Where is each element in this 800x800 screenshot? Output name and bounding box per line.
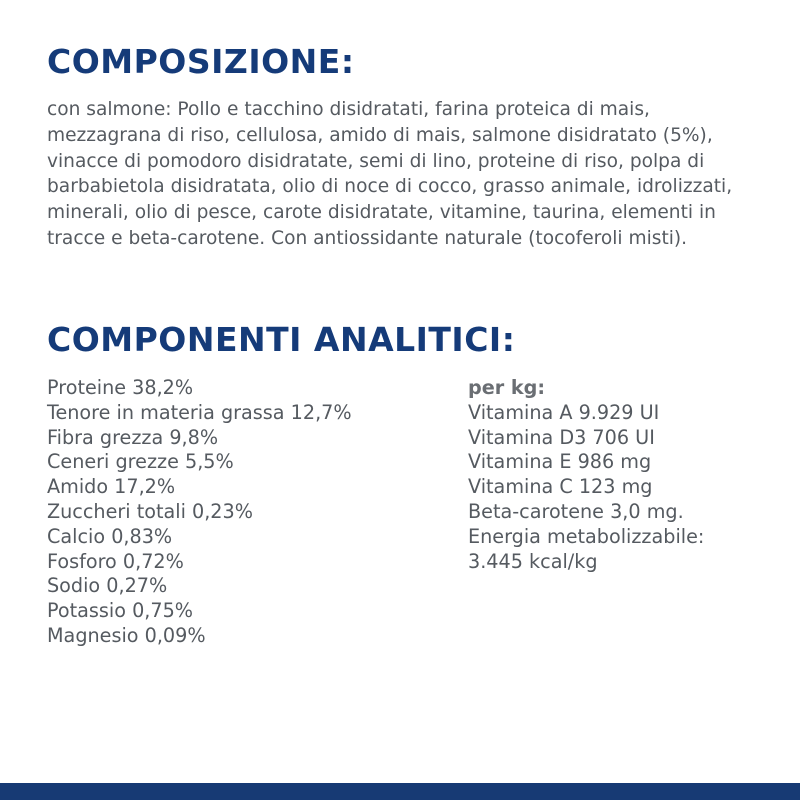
per-kg-item: 3.445 kcal/kg bbox=[468, 549, 598, 573]
analytical-item: Ceneri grezze 5,5% bbox=[47, 450, 234, 474]
analytical-components-heading: COMPONENTI ANALITICI: bbox=[47, 320, 516, 359]
analytical-item: Sodio 0,27% bbox=[47, 574, 168, 598]
analytical-list bbox=[47, 376, 352, 649]
bottom-bar bbox=[0, 783, 800, 800]
per-kg-heading: per kg: bbox=[468, 376, 546, 399]
analytical-item: Fibra grezza 9,8% bbox=[47, 425, 219, 449]
composition-text: con salmone: Pollo e tacchino disidratati, farina proteica di mais, mezzagrana di riso, cellulosa, amido di mais, salmone disidratato (5%), vinacce di pomodoro disidratate, semi di lino, proteine di riso, polpa di barbabietola disidratata, olio di noce di cocco, grasso animale, idrolizzati, minerali, olio di pesce, carote disidratate, vitamine, taurina, elementi in tracce e beta-carotene. Con antiossidante naturale (tocoferoli misti). bbox=[47, 99, 733, 249]
analytical-item: Fosforo 0,72% bbox=[47, 549, 184, 573]
analytical-item: Amido 17,2% bbox=[47, 475, 176, 499]
per-kg-item: Vitamina E 986 mg bbox=[468, 450, 652, 474]
per-kg-item: Vitamina C 123 mg bbox=[468, 475, 653, 499]
per-kg-item: Vitamina D3 706 UI bbox=[468, 425, 655, 449]
analytical-item: Tenore in materia grassa 12,7% bbox=[47, 400, 352, 424]
analytical-item: Zuccheri totali 0,23% bbox=[47, 499, 253, 523]
analytical-item: Proteine 38,2% bbox=[47, 376, 194, 399]
composition-heading: COMPOSIZIONE: bbox=[47, 42, 355, 81]
per-kg-item: Beta-carotene 3,0 mg. bbox=[468, 499, 684, 523]
per-kg-item: Vitamina A 9.929 UI bbox=[468, 400, 660, 424]
analytical-item: Magnesio 0,09% bbox=[47, 623, 206, 647]
per-kg-list bbox=[468, 376, 704, 574]
per-kg-item: Energia metabolizzabile: bbox=[468, 524, 705, 548]
analytical-item: Calcio 0,83% bbox=[47, 524, 173, 548]
analytical-item: Potassio 0,75% bbox=[47, 599, 194, 623]
